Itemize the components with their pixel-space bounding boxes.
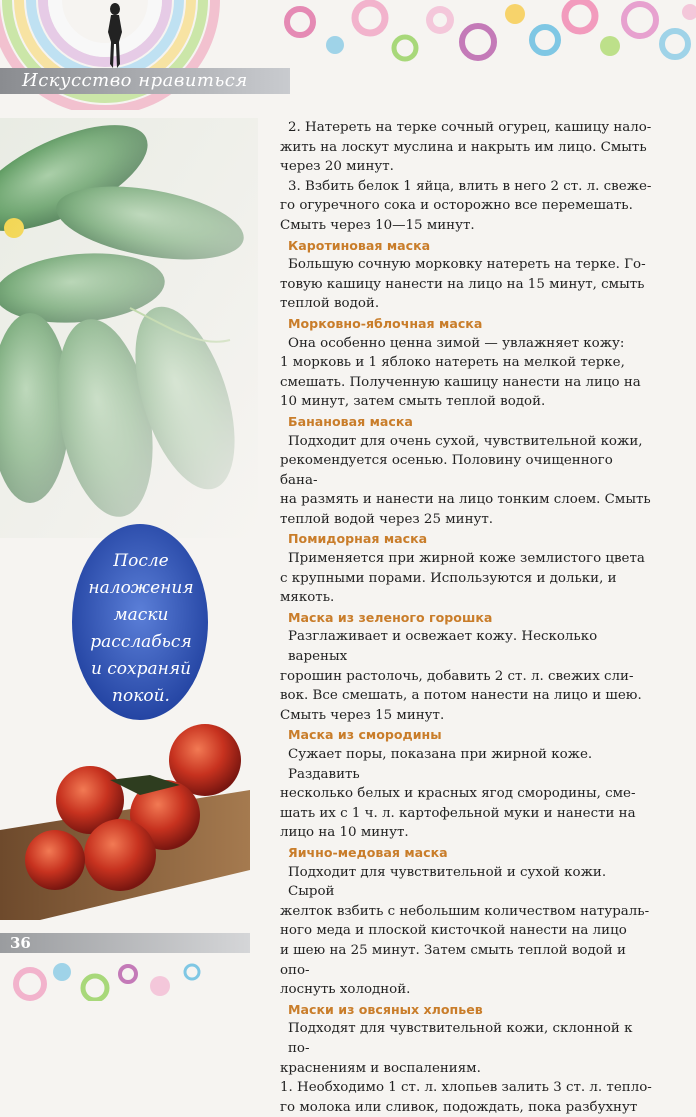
text-line: смешать. Полученную кашицу нанести на лицо на <box>280 374 641 390</box>
text-line: 1. Необходимо 1 ст. л. хлопьев залить 3 ст. л. тепло- <box>280 1080 652 1096</box>
text-line: Подходят для чувствительной кожи, склонной к по- <box>288 1021 633 1056</box>
text-line: 10 минут, затем смыть теплой водой. <box>280 394 546 410</box>
text-line: Она особенно ценна зимой — увлажняет кожу: <box>288 335 625 351</box>
text-line: с крупными порами. Используются и дольки, и мякоть. <box>280 570 617 606</box>
text-line: Подходит для очень сухой, чувствительной кожи, <box>288 433 643 449</box>
text-line: Сужает поры, показана при жирной коже. Раздавить <box>288 747 593 782</box>
text-line: на размять и нанести на лицо тонким слоем. Смыть <box>280 492 651 508</box>
text-line: ного меда и плоской кисточкой нанести на лицо <box>280 923 627 939</box>
recipe-heading: Маска из смородины <box>288 727 442 743</box>
text-line: лоснуть холодной. <box>280 982 411 998</box>
text-line: Смыть через 15 минут. <box>280 707 445 723</box>
recipe-heading: Маска из зеленого горошка <box>288 609 493 625</box>
text-line: го молока или сливок, подождать, пока разбухнут <box>280 1099 638 1115</box>
page-number: 36 <box>10 934 31 952</box>
text-line: шать их с 1 ч. л. картофельной муки и нанести на <box>280 805 636 821</box>
paragraph <box>280 334 652 412</box>
recipe-heading: Морковно-яблочная маска <box>288 315 483 331</box>
text-column <box>280 118 652 1117</box>
text-line: несколько белых и красных ягод смородины, сме- <box>280 786 636 802</box>
text-line: 2. Натереть на терке сочный огурец, кашицу нало- <box>288 120 652 135</box>
callout-line: покой. <box>112 686 170 706</box>
text-line: Разглаживает и освежает кожу. Несколько вареных <box>288 629 598 665</box>
paragraph <box>280 863 652 1000</box>
page-header <box>0 0 696 110</box>
text-line: жить на лоскут муслина и накрыть им лицо. Смыть <box>280 139 647 155</box>
recipe-heading: Яично-медовая маска <box>288 844 448 860</box>
recipe-heading: Каротиновая маска <box>288 237 431 253</box>
callout-line: и сохраняй <box>90 659 192 679</box>
callout-line: расслабься <box>90 632 192 652</box>
paragraph <box>280 1019 652 1117</box>
text-line: вок. Все смешать, а потом нанести на лицо и шею. <box>280 688 642 704</box>
cucumbers-photo <box>0 118 258 538</box>
text-line: Применяется при жирной коже землистого цвета <box>288 551 645 567</box>
text-line: горошин растолочь, добавить 2 ст. л. свежих сли- <box>280 668 634 684</box>
paragraph <box>280 549 652 608</box>
paragraph <box>280 432 652 530</box>
paragraph <box>280 177 652 236</box>
paragraph <box>280 745 652 843</box>
callout-text <box>74 548 208 710</box>
paragraph <box>280 627 652 725</box>
tomatoes-photo <box>0 720 250 920</box>
callout-line: наложения <box>88 578 194 598</box>
callout-line: маски <box>113 605 169 625</box>
paragraph <box>280 255 652 314</box>
text-line: теплой водой. <box>280 296 380 312</box>
text-line: лицо на 10 минут. <box>280 825 409 841</box>
text-line: через 20 минут. <box>280 159 394 175</box>
text-line: желток взбить с небольшим количеством натураль- <box>280 903 650 919</box>
section-title: Искусство нравиться <box>22 70 248 91</box>
text-line: Большую сочную морковку натереть на терке. Го- <box>288 257 646 273</box>
text-line: Подходит для чувствительной и сухой кожи. Сырой <box>288 864 607 900</box>
paragraph <box>280 118 652 177</box>
text-line: рекомендуется осенью. Половину очищенного бана- <box>280 453 613 488</box>
text-line: 1 морковь и 1 яблоко натереть на мелкой терке, <box>280 355 625 371</box>
text-line: и шею на 25 минут. Затем смыть теплой водой и опо- <box>280 942 626 978</box>
text-line: го огуречного сока и осторожно все перемешать. <box>280 198 633 214</box>
circle-pattern-decoration <box>0 0 696 68</box>
text-line: Смыть через 10—15 минут. <box>280 217 475 233</box>
text-line: 3. Взбить белок 1 яйца, влить в него 2 ст. л. свеже- <box>288 178 652 194</box>
callout-line: После <box>113 551 169 571</box>
text-line: теплой водой через 25 минут. <box>280 511 494 527</box>
text-line: товую кашицу нанести на лицо на 15 минут, смыть <box>280 276 645 292</box>
recipe-heading: Банановая маска <box>288 413 413 429</box>
recipe-heading: Маски из овсяных хлопьев <box>288 1001 483 1017</box>
footer-circle-decoration <box>0 950 260 1001</box>
text-line: краснениям и воспалениям. <box>280 1060 481 1076</box>
recipe-heading: Помидорная маска <box>288 531 428 547</box>
